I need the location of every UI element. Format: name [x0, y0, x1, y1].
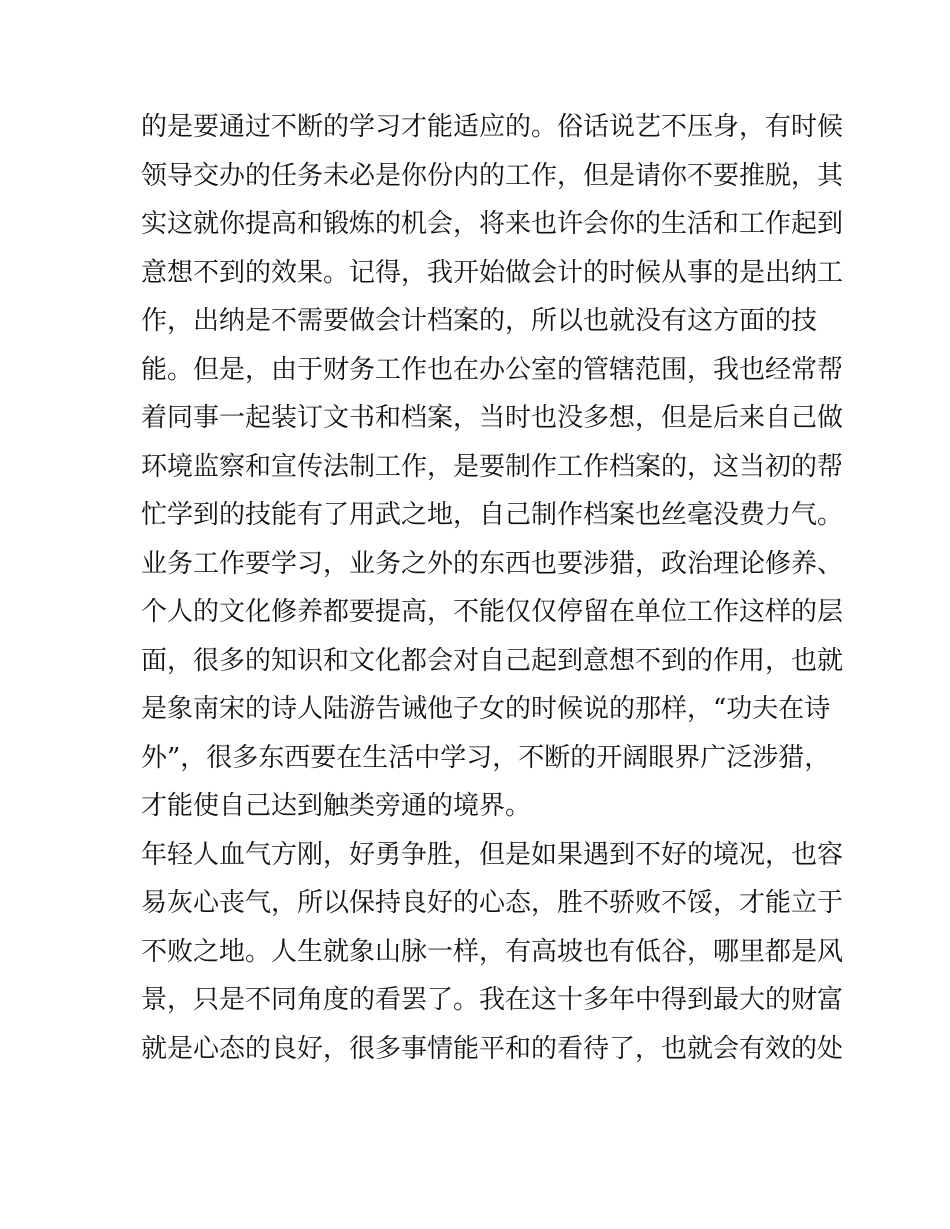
text-line: 易灰心丧气，所以保持良好的心态，胜不骄败不馁，才能立于	[141, 888, 844, 918]
text-line: 作，出纳是不需要做会计档案的，所以也就没有这方面的技	[141, 306, 818, 336]
text-line: 着同事一起装订文书和档案，当时也没多想，但是后来自己做	[141, 403, 844, 433]
text-line: 的是要通过不断的学习才能适应的。俗话说艺不压身，有时候	[141, 112, 844, 142]
text-line: 不败之地。人生就象山脉一样，有高坡也有低谷，哪里都是风	[141, 936, 844, 967]
text-line: 面，很多的知识和文化都会对自己起到意想不到的作用，也就	[141, 645, 844, 676]
text-line: 环境监察和宣传法制工作，是要制作工作档案的，这当初的帮	[141, 451, 844, 482]
text-line: 意想不到的效果。记得，我开始做会计的时候从事的是出纳工	[141, 257, 844, 288]
text-line: 才能使自己达到触类旁通的境界。	[141, 791, 532, 821]
body-text	[141, 103, 844, 1073]
text-line: 个人的文化修养都要提高，不能仅仅停留在单位工作这样的层	[141, 597, 844, 627]
text-line: 景，只是不同角度的看罢了。我在这十多年中得到最大的财富	[141, 985, 844, 1015]
text-line: 领导交办的任务未必是你份内的工作，但是请你不要推脱，其	[141, 160, 844, 191]
text-line: 就是心态的良好，很多事情能平和的看待了，也就会有效的处	[141, 1033, 844, 1064]
text-line: 外”，很多东西要在生活中学习，不断的开阔眼界广泛涉猎，	[141, 742, 831, 773]
text-line: 忙学到的技能有了用武之地，自己制作档案也丝毫没费力气。	[141, 500, 844, 530]
text-line: 年轻人血气方刚，好勇争胜，但是如果遇到不好的境况，也容	[141, 839, 844, 870]
text-line: 能。但是，由于财务工作也在办公室的管辖范围，我也经常帮	[141, 354, 844, 385]
text-line: 是象南宋的诗人陆游告诫他子女的时候说的那样，“功夫在诗	[141, 694, 831, 724]
text-line: 业务工作要学习，业务之外的东西也要涉猎，政治理论修养、	[141, 548, 844, 579]
text-line: 实这就你提高和锻炼的机会，将来也许会你的生活和工作起到	[141, 209, 844, 239]
